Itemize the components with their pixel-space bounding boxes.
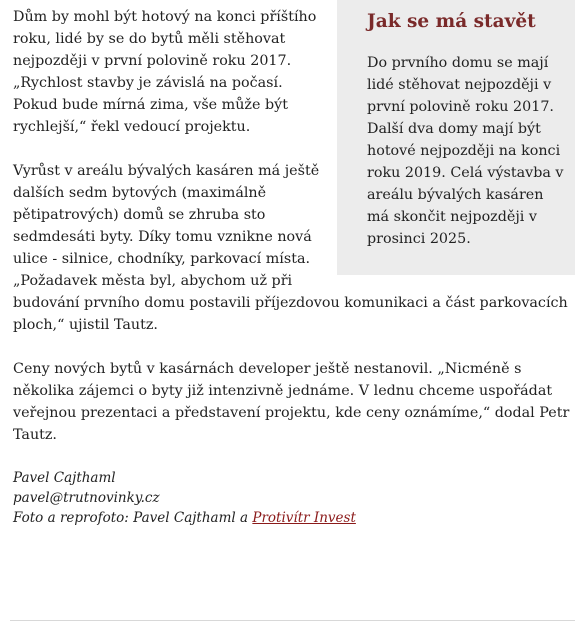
- photo-credit: [13, 508, 573, 528]
- photo-credit-link[interactable]: Protivítr Invest: [252, 510, 356, 526]
- article-paragraph-2: Vyrůst v areálu bývalých kasáren má ještě dalších sedm bytových (maximálně pětipatrových) domů se zhruba sto sedmdesáti byty. Díky tomu vznikne nová ulice - silnice, chodníky, parkovací místa. „Požadavek města byl, abychom už při budování prvního domu postavili příjezdovou komunikaci a část parkovacích ploch,“ ujistil Tautz.: [13, 163, 568, 333]
- article-signature: [13, 468, 573, 528]
- photo-credit-prefix: Foto a reprofoto: Pavel Cajthaml a: [13, 510, 253, 526]
- article-paragraph-3: Ceny nových bytů v kasárnách developer ještě nestanovil. „Nicméně s několika zájemci o byty již intenzivně jednáme. V lednu chceme uspořádat veřejnou prezentaci a představení projektu, kde ceny oznámíme,“ dodal Petr Tautz.: [13, 361, 570, 443]
- author-name: Pavel Cajthaml: [13, 470, 116, 486]
- info-sidebar: [337, 0, 575, 275]
- author-email[interactable]: pavel@trutnovinky.cz: [13, 490, 160, 506]
- article-body: [13, 6, 573, 528]
- bottom-divider: [10, 620, 575, 621]
- sidebar-text: Do prvního domu se mají lidé stěhovat nejpozději v první polovině roku 2017. Další dva domy mají být hotové nejpozději na konci roku 2019. Celá výstavba v areálu bývalých kasáren má skončit nejpozději v prosinci 2025.: [367, 55, 564, 247]
- article-paragraph-1: Dům by mohl být hotový na konci příštího roku, lidé by se do bytů měli stěhovat nejpozději v první polovině roku 2017. „Rychlost stavby je závislá na počasí. Pokud bude mírná zima, vše může být rychlejší,“ řekl vedoucí projektu.: [13, 9, 317, 135]
- sidebar-title: Jak se má stavět: [367, 11, 536, 32]
